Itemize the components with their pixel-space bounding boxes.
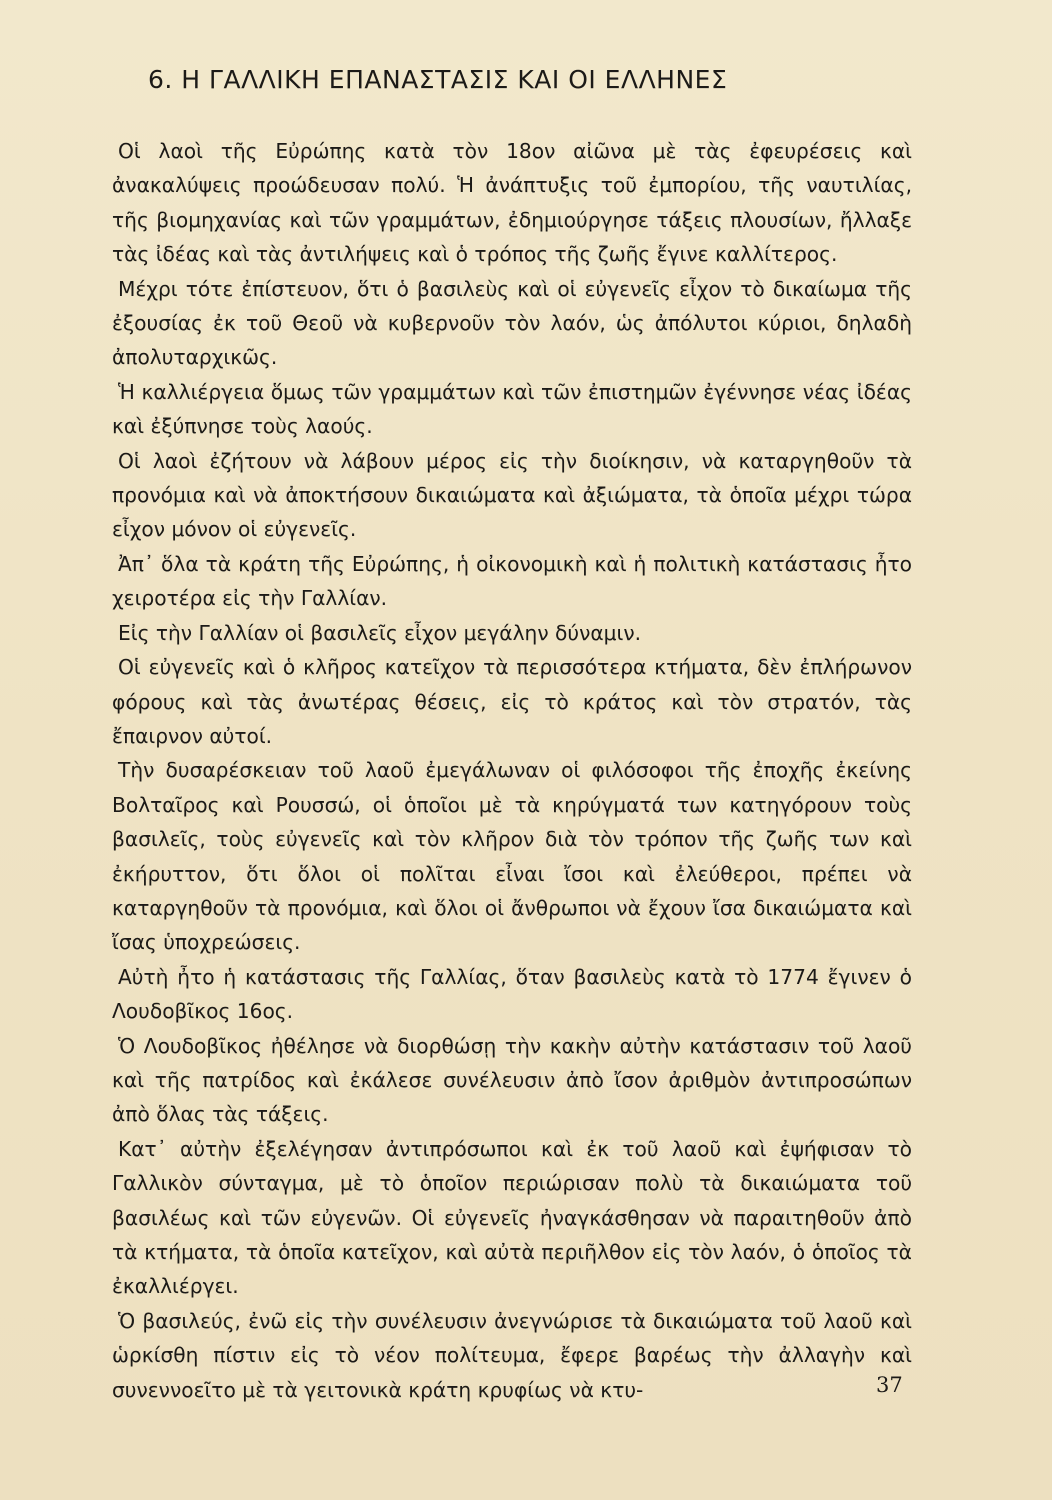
paragraph: Μέχρι τότε ἐπίστευον, ὅτι ὁ βασιλεὺς καὶ οἱ εὐγενεῖς εἶχον τὸ δικαίωμα τῆς ἐξουσίας ἐκ τοῦ Θεοῦ νὰ κυβερνοῦν τὸν λαόν, ὡς ἀπόλυτοι κύριοι, δηλαδὴ ἀπολυταρχικῶς. — [112, 276, 912, 370]
paragraph: Ὁ βασιλεύς, ἐνῶ εἰς τὴν συνέλευσιν ἀνεγνώρισε τὰ δικαιώματα τοῦ λαοῦ καὶ ὡρκίσθη πίστιν εἰς τὸ νέον πολίτευμα, ἔφερε βαρέως τὴν ἀλλαγὴν καὶ συνεννοεῖτο μὲ τὰ γειτονικὰ κράτη κρυφίως νὰ κτυ- — [112, 1308, 912, 1402]
body-text — [112, 134, 912, 1407]
paragraph: Οἱ εὐγενεῖς καὶ ὁ κλῆρος κατεῖχον τὰ περισσότερα κτήματα, δὲν ἐπλήρωνον φόρους καὶ τὰς ἀνωτέρας θέσεις, εἰς τὸ κράτος καὶ τὸν στρατόν, τὰς ἔπαιρνον αὐτοί. — [112, 655, 912, 748]
paragraph: Αὐτὴ ἦτο ἡ κατάστασις τῆς Γαλλίας, ὅταν βασιλεὺς κατὰ τὸ 1774 ἔγινεν ὁ Λουδοβῖκος 16ος. — [112, 964, 912, 1024]
paragraph: Κατ᾽ αὐτὴν ἐξελέγησαν ἀντιπρόσωποι καὶ ἐκ τοῦ λαοῦ καὶ ἐψήφισαν τὸ Γαλλικὸν σύνταγμα, μὲ τὸ ὁποῖον περιώρισαν πολὺ τὰ δικαιώματα τοῦ βασιλέως καὶ τῶν εὐγενῶν. Οἱ εὐγενεῖς ἠναγκάσθησαν νὰ παραιτηθοῦν ἀπὸ τὰ κτήματα, τὰ ὁποῖα κατεῖχον, καὶ αὐτὰ περιῆλθον εἰς τὸν λαόν, ὁ ὁποῖος τὰ ἐκαλλιέργει. — [112, 1136, 912, 1299]
paragraph: Εἰς τὴν Γαλλίαν οἱ βασιλεῖς εἶχον μεγάλην δύναμιν. — [118, 620, 642, 645]
paragraph: Ἀπ᾽ ὅλα τὰ κράτη τῆς Εὐρώπης, ἡ οἰκονομικὴ καὶ ἡ πολιτικὴ κατάστασις ἦτο χειροτέρα εἰς τὴν Γαλλίαν. — [112, 551, 912, 611]
chapter-title: 6. Η ΓΑΛΛΙΚΗ ΕΠΑΝΑΣΤΑΣΙΣ ΚΑΙ ΟΙ ΕΛΛΗΝΕΣ — [148, 65, 728, 94]
paragraph: Οἱ λαοὶ τῆς Εὐρώπης κατὰ τὸν 18ον αἰῶνα μὲ τὰς ἐφευρέσεις καὶ ἀνακαλύψεις προώδευσαν πολύ. Ἡ ἀνάπτυξις τοῦ ἐμπορίου, τῆς ναυτιλίας, τῆς βιομηχανίας καὶ τῶν γραμμάτων, ἐδημιούργησε τάξεις πλουσίων, ἤλλαξε τὰς ἰδέας καὶ τὰς ἀντιλήψεις καὶ ὁ τρόπος τῆς ζωῆς ἔγινε καλλίτερος. — [112, 139, 912, 267]
paragraph: Τὴν δυσαρέσκειαν τοῦ λαοῦ ἐμεγάλωναν οἱ φιλόσοφοι τῆς ἐποχῆς ἐκείνης Βολταῖρος καὶ Ρουσσώ, οἱ ὁποῖοι μὲ τὰ κηρύγματά των κατηγόρουν τοὺς βασιλεῖς, τοὺς εὐγενεῖς καὶ τὸν κλῆρον διὰ τὸν τρόπον τῆς ζωῆς των καὶ ἐκήρυττον, ὅτι ὅλοι οἱ πολῖται εἶναι ἴσοι καὶ ἐλεύθεροι, πρέπει νὰ καταργηθοῦν τὰ προνόμια, καὶ ὅλοι οἱ ἄνθρωποι νὰ ἔχουν ἴσα δικαιώματα καὶ ἴσας ὑποχρεώσεις. — [112, 758, 912, 955]
page-number: 37 — [876, 1373, 903, 1397]
paragraph: Ἡ καλλιέργεια ὅμως τῶν γραμμάτων καὶ τῶν ἐπιστημῶν ἐγέννησε νέας ἰδέας καὶ ἐξύπνησε τοὺς λαούς. — [112, 379, 912, 439]
paragraph: Ὁ Λουδοβῖκος ἠθέλησε νὰ διορθώσῃ τὴν κακὴν αὐτὴν κατάστασιν τοῦ λαοῦ καὶ τῆς πατρίδος καὶ ἐκάλεσε συνέλευσιν ἀπὸ ἴσον ἀριθμὸν ἀντιπροσώπων ἀπὸ ὅλας τὰς τάξεις. — [112, 1033, 912, 1127]
paragraph: Οἱ λαοὶ ἐζήτουν νὰ λάβουν μέρος εἰς τὴν διοίκησιν, νὰ καταργηθοῦν τὰ προνόμια καὶ νὰ ἀποκτήσουν δικαιώματα καὶ ἀξιώματα, τὰ ὁποῖα μέχρι τώρα εἶχον μόνον οἱ εὐγενεῖς. — [112, 448, 912, 542]
